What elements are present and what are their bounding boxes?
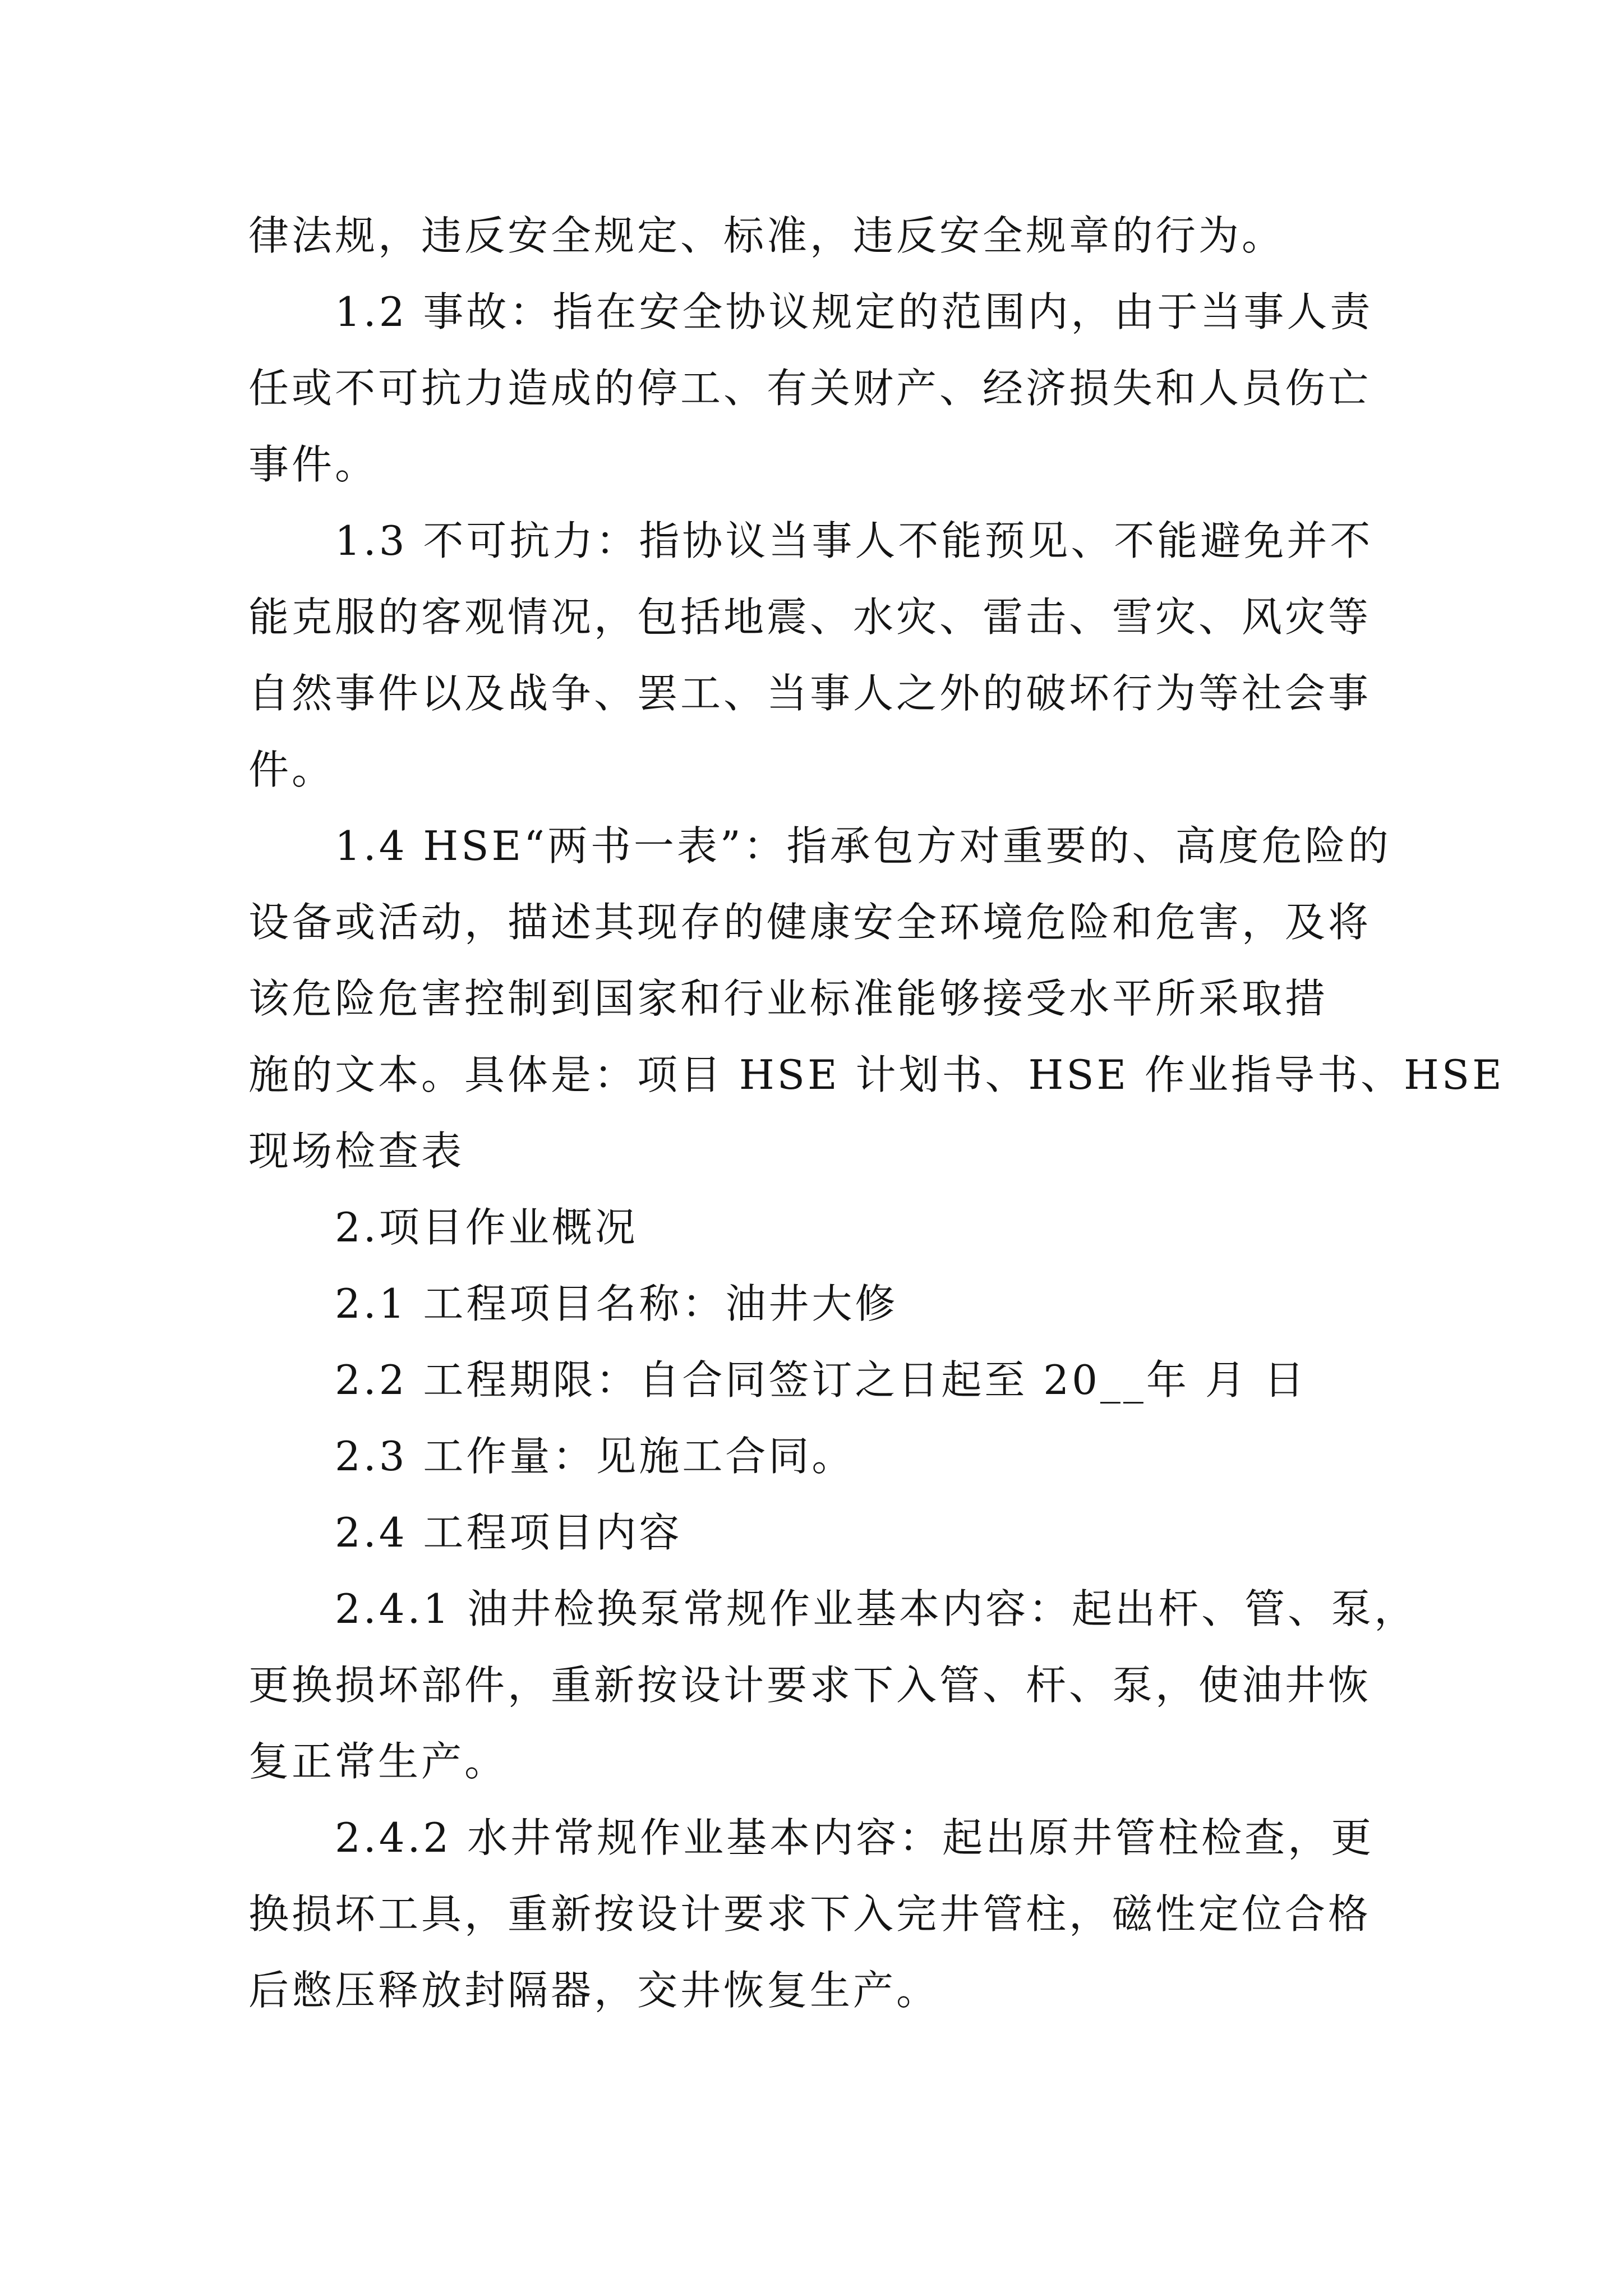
paragraph [248,1342,1378,1418]
text-line: 施的文本。具体是：项目 HSE 计划书、HSE 作业指导书、HSE [248,1051,1505,1098]
text-line: 自然事件以及战争、罢工、当事人之外的破坏行为等社会事 [248,670,1372,717]
paragraph [248,808,1505,1189]
text-line: 2.4.1 油井检换泵常规作业基本内容：起出杆、管、泵， [248,1585,1418,1632]
text-line: 后憋压释放封隔器，交井恢复生产。 [248,1967,940,2014]
text-line: 2.4 工程项目内容 [248,1509,683,1556]
text-line: 能克服的客观情况，包括地震、水灾、雷击、雪灾、风灾等 [248,593,1372,641]
text-line: 2.3 工作量：见施工合同。 [248,1433,855,1480]
paragraph [248,503,1378,808]
text-line: 设备或活动，描述其现存的健康安全环境危险和危害，及将 [248,899,1372,946]
paragraph [248,274,1378,503]
text-line: 2.2 工程期限：自合同签订之日起至 20__年 月 日 [248,1356,1307,1404]
paragraph [248,1800,1378,2028]
text-line: 换损坏工具，重新按设计要求下入完井管柱，磁性定位合格 [248,1890,1372,1938]
text-line: 1.2 事故：指在安全协议规定的范围内，由于当事人责 [248,288,1373,335]
text-line: 现场检查表 [248,1128,465,1175]
text-line: 任或不可抗力造成的停工、有关财产、经济损失和人员伤亡 [248,365,1372,412]
paragraph [248,1571,1418,1800]
text-line: 事件。 [248,441,379,488]
text-line: 1.3 不可抗力：指协议当事人不能预见、不能避免并不 [248,517,1373,564]
paragraph [248,1494,1378,1571]
text-line: 更换损坏部件，重新按设计要求下入管、杆、泵，使油井恢 [248,1662,1372,1709]
paragraph [248,1189,1378,1266]
text-line: 1.4 HSE“两书一表”：指承包方对重要的、高度危险的 [248,822,1391,869]
text-line: 件。 [248,746,335,793]
text-line: 2.1 工程项目名称：油井大修 [248,1280,898,1327]
document-body [248,197,1505,2028]
text-line: 2.项目作业概况 [248,1204,638,1251]
text-line: 该危险危害控制到国家和行业标准能够接受水平所采取措 [248,975,1329,1022]
paragraph [248,1418,1378,1494]
text-line: 2.4.2 水井常规作业基本内容：起出原井管柱检查，更 [248,1814,1375,1861]
text-line: 复正常生产。 [248,1738,508,1785]
text-line: 律法规，违反安全规定、标准，违反安全规章的行为。 [248,212,1285,259]
paragraph [248,197,1378,274]
paragraph [248,1266,1378,1342]
